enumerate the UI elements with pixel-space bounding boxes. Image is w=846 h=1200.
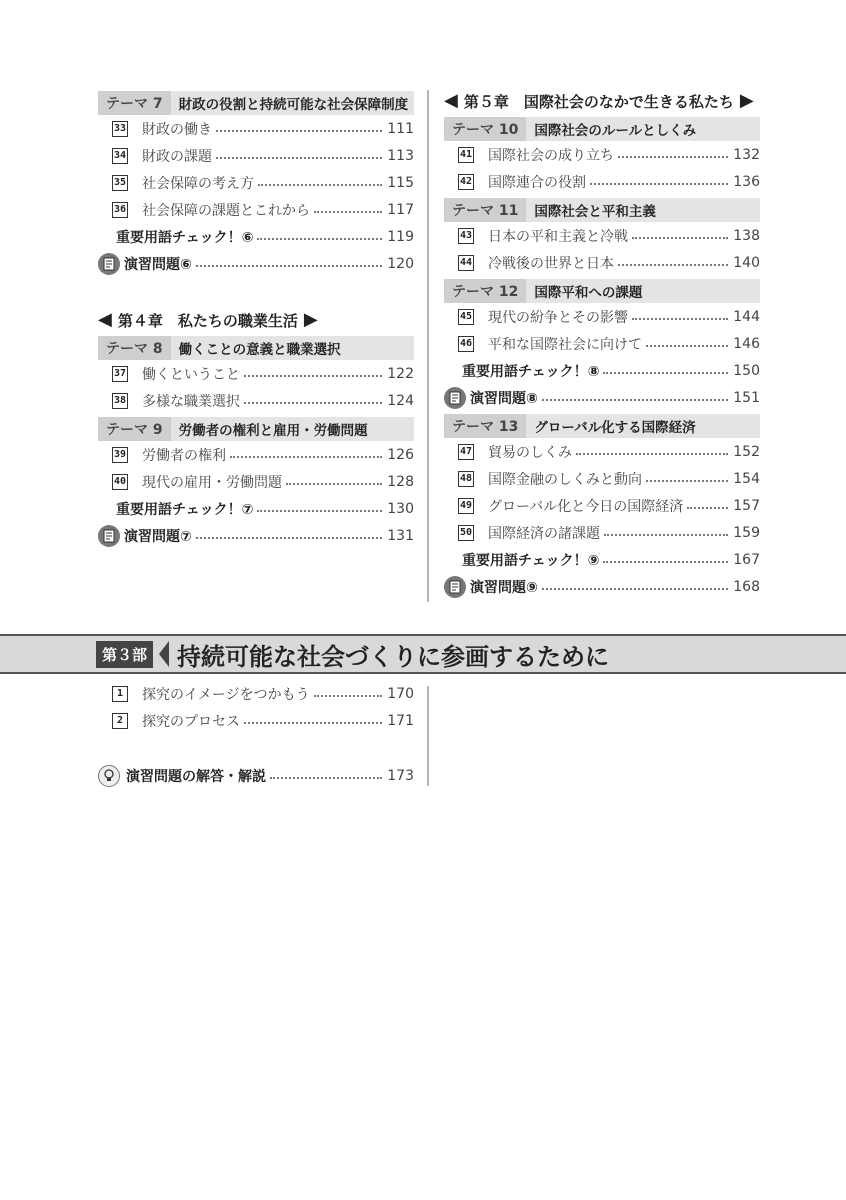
toc-entry-34[interactable]	[98, 142, 414, 169]
dot-leader	[542, 588, 728, 590]
entry-label: 国際社会の成り立ち	[488, 147, 614, 164]
dot-leader	[632, 237, 728, 239]
section-number: 38	[112, 393, 128, 409]
page-number: 115	[387, 174, 414, 191]
section-number: 49	[458, 498, 474, 514]
theme-title: 労働者の権利と雇用・労働問題	[178, 423, 368, 439]
section-number: 40	[112, 474, 128, 490]
entry-label: 財政の課題	[142, 148, 212, 165]
entry-label: 演習問題⑥	[124, 256, 192, 273]
entry-label: 働くということ	[142, 366, 240, 383]
page-number: 171	[387, 712, 414, 729]
section-number: 44	[458, 255, 474, 271]
entry-label: 演習問題⑧	[470, 390, 538, 407]
toc-entry-40[interactable]	[98, 468, 414, 495]
dot-leader	[604, 534, 728, 536]
page-number: 124	[387, 392, 414, 409]
page-number: 113	[387, 147, 414, 164]
key-terms-check-6[interactable]	[98, 223, 414, 250]
entry-label: 探究のイメージをつかもう	[142, 686, 310, 703]
page-number: 144	[733, 308, 760, 325]
toc-entry-39[interactable]	[98, 441, 414, 468]
toc-entry-42[interactable]	[444, 168, 760, 195]
page-number: 168	[733, 578, 760, 595]
page-number: 159	[733, 524, 760, 541]
dot-leader	[216, 157, 382, 159]
page-number: 117	[387, 201, 414, 218]
section-number: 34	[112, 148, 128, 164]
entry-label: 貿易のしくみ	[488, 444, 572, 461]
theme-title: 国際社会のルールとしくみ	[534, 123, 697, 139]
entry-label: 現代の雇用・労働問題	[142, 474, 282, 491]
column-divider	[427, 686, 429, 786]
exercise-icon	[444, 576, 466, 598]
toc-entry-inquiry-1[interactable]	[98, 680, 414, 707]
entry-label: 財政の働き	[142, 121, 212, 138]
entry-label: 国際経済の諸課題	[488, 525, 600, 542]
section-number: 33	[112, 121, 128, 137]
dot-leader	[257, 238, 382, 240]
entry-label: グローバル化と今日の国際経済	[488, 498, 684, 515]
section-number: 37	[112, 366, 128, 382]
section-number: 35	[112, 175, 128, 191]
toc-entry-46[interactable]	[444, 330, 760, 357]
page-number: 136	[733, 173, 760, 190]
dot-leader	[244, 722, 382, 724]
exercise-icon	[444, 387, 466, 409]
page-number: 173	[387, 767, 414, 784]
entry-label: 演習問題⑦	[124, 528, 192, 545]
page-number: 150	[733, 362, 760, 379]
chapter-5-heading[interactable]	[444, 88, 760, 114]
part-3-toc	[98, 680, 414, 789]
entry-label: 重要用語チェック！⑨	[462, 552, 600, 569]
exercise-6[interactable]	[98, 250, 414, 277]
dot-leader	[258, 184, 382, 186]
column-divider	[427, 90, 429, 602]
entry-label: 国際金融のしくみと動向	[488, 471, 642, 488]
bracket-right-icon: ▶	[303, 309, 318, 330]
toc-entry-48[interactable]	[444, 465, 760, 492]
entry-label: 現代の紛争とその影響	[488, 309, 628, 326]
page-number: 126	[387, 446, 414, 463]
dot-leader	[314, 695, 382, 697]
page-number: 157	[733, 497, 760, 514]
page-number: 132	[733, 146, 760, 163]
toc-entry-44[interactable]	[444, 249, 760, 276]
entry-label: 国際連合の役割	[488, 174, 586, 191]
section-number: 45	[458, 309, 474, 325]
arrow-left-icon	[159, 641, 169, 667]
dot-leader	[196, 265, 382, 267]
entry-label: 演習問題⑨	[470, 579, 538, 596]
dot-leader	[230, 456, 382, 458]
theme-title: 国際社会と平和主義	[534, 204, 656, 220]
section-number: 39	[112, 447, 128, 463]
left-toc-column	[98, 88, 414, 549]
exercise-8[interactable]	[444, 384, 760, 411]
section-number: 2	[112, 713, 128, 729]
entry-label: 重要用語チェック！⑧	[462, 363, 600, 380]
dot-leader	[196, 537, 382, 539]
page-number: 167	[733, 551, 760, 568]
bracket-left-icon: ◀	[98, 309, 112, 330]
exercise-icon	[98, 525, 120, 547]
section-number: 1	[112, 686, 128, 702]
bracket-right-icon: ▶	[739, 90, 754, 111]
theme-label: テーマ 9	[98, 417, 171, 441]
part-3-banner[interactable]	[0, 634, 846, 674]
page-number: 146	[733, 335, 760, 352]
theme-label: テーマ 8	[98, 336, 171, 360]
dot-leader	[687, 507, 728, 509]
page-number: 138	[733, 227, 760, 244]
dot-leader	[314, 211, 382, 213]
theme-label: テーマ 11	[444, 198, 526, 222]
section-number: 48	[458, 471, 474, 487]
page-number: 152	[733, 443, 760, 460]
chapter-4-heading[interactable]	[98, 307, 414, 333]
entry-label: 重要用語チェック！⑦	[116, 501, 254, 518]
toc-entry-37[interactable]	[98, 360, 414, 387]
theme-10-header[interactable]	[444, 117, 760, 141]
page-number: 170	[387, 685, 414, 702]
page-number: 120	[387, 255, 414, 272]
exercise-icon	[98, 253, 120, 275]
dot-leader	[270, 777, 382, 779]
dot-leader	[216, 130, 382, 132]
entry-label: 平和な国際社会に向けて	[488, 336, 642, 353]
theme-13-header[interactable]	[444, 414, 760, 438]
lightbulb-icon	[98, 765, 120, 787]
theme-label: テーマ 10	[444, 117, 526, 141]
toc-entry-35[interactable]	[98, 169, 414, 196]
dot-leader	[618, 264, 728, 266]
page-number: 151	[733, 389, 760, 406]
toc-entry-49[interactable]	[444, 492, 760, 519]
exercise-9[interactable]	[444, 573, 760, 600]
dot-leader	[646, 345, 728, 347]
dot-leader	[286, 483, 382, 485]
toc-entry-inquiry-2[interactable]	[98, 707, 414, 734]
page-number: 128	[387, 473, 414, 490]
theme-label: テーマ 12	[444, 279, 526, 303]
toc-entry-33[interactable]	[98, 115, 414, 142]
key-terms-check-9[interactable]	[444, 546, 760, 573]
section-number: 42	[458, 174, 474, 190]
toc-entry-43[interactable]	[444, 222, 760, 249]
section-number: 41	[458, 147, 474, 163]
theme-title: グローバル化する国際経済	[534, 420, 696, 436]
toc-entry-41[interactable]	[444, 141, 760, 168]
entry-label: 重要用語チェック！⑥	[116, 229, 254, 246]
part-title: 持続可能な社会づくりに参画するために	[177, 642, 610, 671]
entry-label: 冷戦後の世界と日本	[488, 255, 614, 272]
entry-label: 社会保障の課題とこれから	[142, 202, 310, 219]
entry-label: 多様な職業選択	[142, 393, 240, 410]
section-number: 43	[458, 228, 474, 244]
bracket-left-icon: ◀	[444, 90, 458, 111]
part-badge: 第３部	[96, 641, 153, 668]
page-number: 111	[387, 120, 414, 137]
chapter-title: 第４章 私たちの職業生活	[117, 311, 298, 330]
answers-entry[interactable]	[98, 762, 414, 789]
entry-label: 社会保障の考え方	[142, 175, 254, 192]
toc-entry-36[interactable]	[98, 196, 414, 223]
theme-8-header[interactable]	[98, 336, 414, 360]
entry-label: 労働者の権利	[142, 447, 226, 464]
page-number: 131	[387, 527, 414, 544]
page-number: 122	[387, 365, 414, 382]
entry-label: 日本の平和主義と冷戦	[488, 228, 628, 245]
section-number: 36	[112, 202, 128, 218]
exercise-7[interactable]	[98, 522, 414, 549]
theme-label: テーマ 7	[98, 91, 171, 115]
toc-entry-50[interactable]	[444, 519, 760, 546]
toc-entry-45[interactable]	[444, 303, 760, 330]
dot-leader	[603, 372, 728, 374]
dot-leader	[244, 402, 382, 404]
theme-title: 国際平和への課題	[534, 285, 643, 301]
toc-entry-38[interactable]	[98, 387, 414, 414]
page-number: 119	[387, 228, 414, 245]
theme-12-header[interactable]	[444, 279, 760, 303]
theme-11-header[interactable]	[444, 198, 760, 222]
dot-leader	[542, 399, 728, 401]
dot-leader	[257, 510, 382, 512]
dot-leader	[244, 375, 382, 377]
theme-title: 働くことの意義と職業選択	[178, 342, 341, 358]
dot-leader	[646, 480, 728, 482]
dot-leader	[618, 156, 728, 158]
entry-label: 探究のプロセス	[142, 713, 240, 730]
dot-leader	[590, 183, 728, 185]
key-terms-check-7[interactable]	[98, 495, 414, 522]
section-number: 46	[458, 336, 474, 352]
chapter-title: 第５章 国際社会のなかで生きる私たち	[463, 92, 734, 111]
page-number: 140	[733, 254, 760, 271]
entry-label: 演習問題の解答・解説	[126, 768, 266, 785]
toc-entry-47[interactable]	[444, 438, 760, 465]
page-number: 154	[733, 470, 760, 487]
theme-9-header[interactable]	[98, 417, 414, 441]
dot-leader	[632, 318, 728, 320]
theme-title: 財政の役割と持続可能な社会保障制度	[178, 97, 409, 113]
page-number: 130	[387, 500, 414, 517]
right-toc-column	[444, 88, 760, 600]
dot-leader	[603, 561, 728, 563]
section-number: 47	[458, 444, 474, 460]
theme-7-header[interactable]	[98, 91, 414, 115]
dot-leader	[576, 453, 728, 455]
theme-label: テーマ 13	[444, 414, 526, 438]
key-terms-check-8[interactable]	[444, 357, 760, 384]
section-number: 50	[458, 525, 474, 541]
